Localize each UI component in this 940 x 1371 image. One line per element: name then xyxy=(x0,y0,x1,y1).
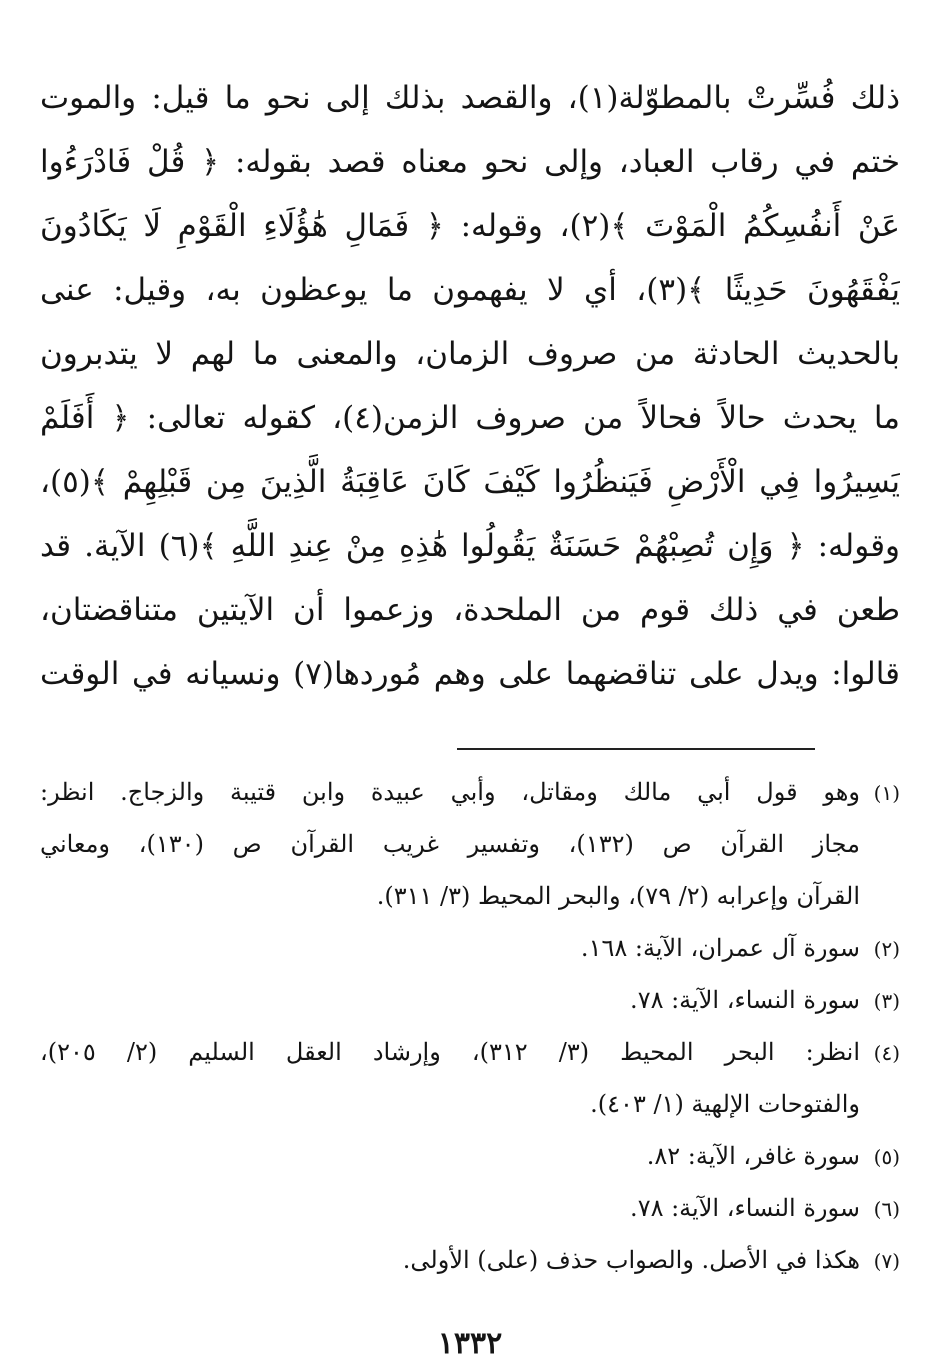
text-line: طعن في ذلك قوم من الملحدة، وزعموا أن الآيتين متناقضتان، xyxy=(40,592,900,628)
text-line: ما يحدث حالاً فحالاً من صروف الزمن(٤)، كقوله تعالى: ﴿ أَفَلَمْ xyxy=(40,400,900,436)
text-line: ختم في رقاب العباد، وإلى نحو معناه قصد بقوله: ﴿ قُلْ فَادْرَءُوا xyxy=(40,144,900,180)
footnote-text: سورة غافر، الآية: ٨٢. xyxy=(646,1142,860,1170)
text-line: قالوا: ويدل على تناقضهما على وهم مُوردها(٧) ونسيانه في الوقت xyxy=(40,656,900,692)
footnote-text: انظر: البحر المحيط (٣/ ٣١٢)، وإرشاد العقل السليم (٢/ ٢٠٥)، xyxy=(40,1038,861,1066)
footnote-1-line-3: القرآن وإعرابه (٢/ ٧٩)، والبحر المحيط (٣/ ٣١١). xyxy=(376,882,860,910)
footnote-4 xyxy=(40,1026,900,1078)
footnote-number: (٧) xyxy=(873,1249,900,1273)
footnote-6 xyxy=(40,1182,900,1234)
footnote-2 xyxy=(40,922,900,974)
footnote-7 xyxy=(40,1234,900,1286)
text-line: وقوله: ﴿ وَإِن تُصِبْهُمْ حَسَنَةٌ يَقُولُوا هَٰذِهِ مِنْ عِندِ اللَّهِ ﴾(٦) الآية. قد xyxy=(40,528,900,564)
footnote-number: (٢) xyxy=(873,937,900,961)
footnote-3 xyxy=(40,974,900,1026)
footnote-text: سورة آل عمران، الآية: ١٦٨. xyxy=(580,934,860,962)
text-line: بالحديث الحادثة من صروف الزمان، والمعنى ما لهم لا يتدبرون xyxy=(40,336,900,372)
footnote-number: (٥) xyxy=(873,1145,900,1169)
footnote-separator xyxy=(457,748,815,750)
footnote-1 xyxy=(40,766,900,818)
footnote-number: (٦) xyxy=(873,1197,900,1221)
footnote-text: هكذا في الأصل. والصواب حذف (على) الأولى. xyxy=(402,1246,860,1274)
footnote-number: (١) xyxy=(873,781,900,805)
book-page xyxy=(40,66,900,1361)
footnote-1-line-2: مجاز القرآن ص (١٣٢)، وتفسير غريب القرآن ص (١٣٠)، ومعاني xyxy=(40,830,860,858)
footnote-text: سورة النساء، الآية: ٧٨. xyxy=(630,1194,860,1222)
text-line: عَنْ أَنفُسِكُمُ الْمَوْتَ ﴾(٢)، وقوله: ﴿ فَمَالِ هَٰؤُلَاءِ الْقَوْمِ لَا يَكَادُونَ xyxy=(40,208,900,244)
text-line: يَسِيرُوا فِي الْأَرْضِ فَيَنظُرُوا كَيْفَ كَانَ عَاقِبَةُ الَّذِينَ مِن قَبْلِهِمْ ﴾(٥)، xyxy=(40,464,900,500)
text-line: ذلك فُسِّرتْ بالمطوّلة(١)، والقصد بذلك إلى نحو ما قيل: والموت xyxy=(40,80,900,116)
footnote-5 xyxy=(40,1130,900,1182)
footnote-text: وهو قول أبي مالك ومقاتل، وأبي عبيدة وابن قتيبة والزجاج. انظر: xyxy=(40,778,860,806)
footnote-number: (٣) xyxy=(873,989,900,1013)
footnote-text: سورة النساء، الآية: ٧٨. xyxy=(630,986,860,1014)
page-number: ١٣٣٢ xyxy=(437,1326,503,1361)
footnote-4-line-2: والفتوحات الإلهية (١/ ٤٠٣). xyxy=(590,1090,860,1118)
footnote-number: (٤) xyxy=(873,1041,900,1065)
text-line: يَفْقَهُونَ حَدِيثًا ﴾(٣)، أي لا يفهمون ما يوعظون به، وقيل: عنى xyxy=(40,272,900,308)
